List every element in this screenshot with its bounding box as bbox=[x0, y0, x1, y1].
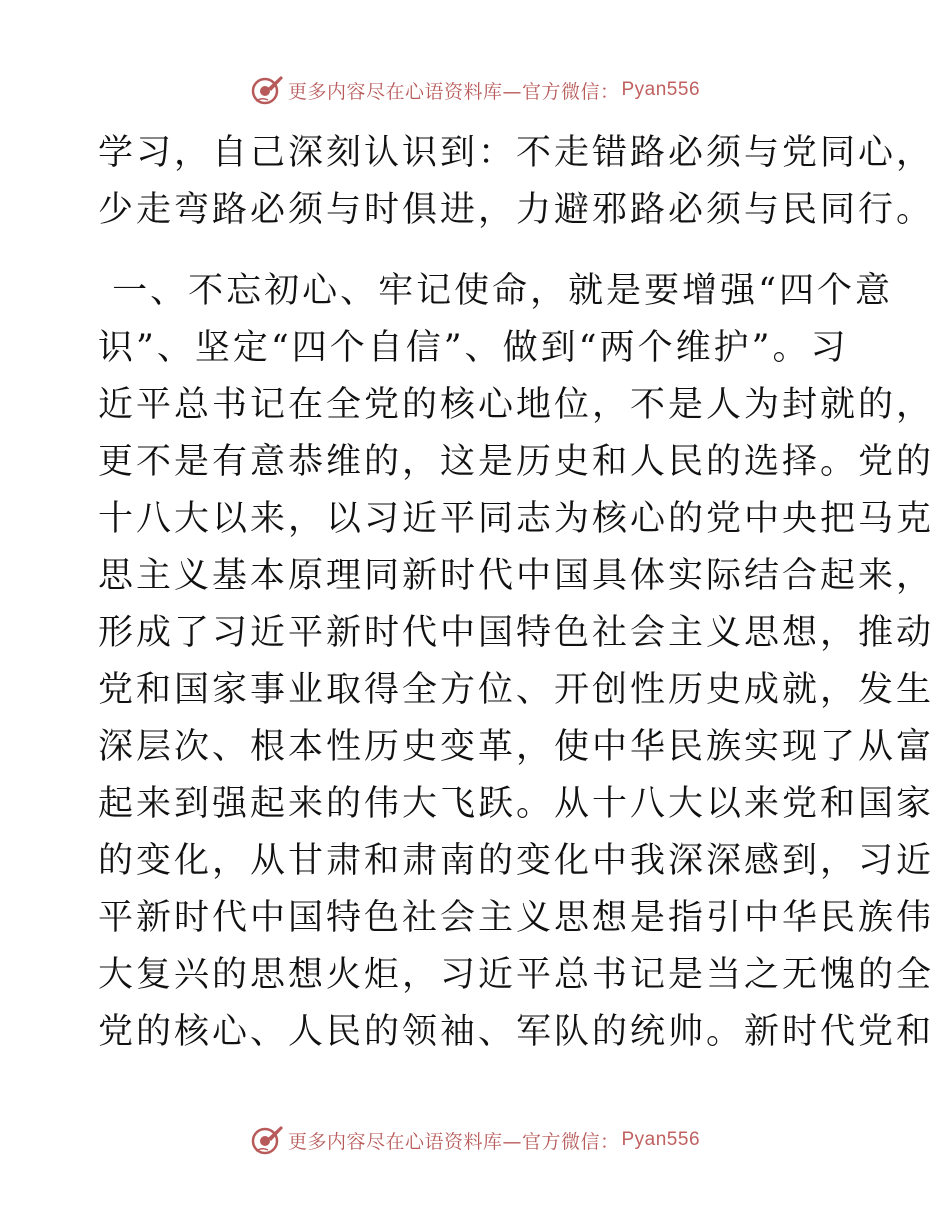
footer-wechat-id: Pyan556 bbox=[621, 1129, 701, 1150]
text-line: 大复兴的思想火炬，习近平总书记是当之无愧的全 bbox=[98, 955, 935, 995]
text-line: 近平总书记在全党的核心地位，不是人为封就的， bbox=[98, 385, 935, 425]
footer-watermark bbox=[0, 1120, 950, 1160]
text-line: 的变化，从甘肃和肃南的变化中我深深感到，习近 bbox=[98, 841, 935, 881]
text-line: 十八大以来，以习近平同志为核心的党中央把马克 bbox=[98, 499, 935, 539]
text-line: 更不是有意恭维的，这是历史和人民的选择。党的 bbox=[98, 442, 935, 482]
text-line: 党和国家事业取得全方位、开创性历史成就，发生 bbox=[98, 670, 935, 710]
text-line: 形成了习近平新时代中国特色社会主义思想，推动 bbox=[98, 613, 935, 653]
header-watermark bbox=[0, 70, 950, 110]
text-line: 深层次、根本性历史变革，使中华民族实现了从富 bbox=[98, 727, 935, 767]
text-line: 一、不忘初心、牢记使命，就是要增强“四个意 bbox=[98, 271, 894, 311]
text-line: 思主义基本原理同新时代中国具体实际结合起来， bbox=[98, 556, 935, 596]
paragraph-2 bbox=[98, 263, 935, 1061]
header-site-text: 更多内容尽在心语资料库—官方微信： bbox=[287, 80, 620, 103]
text-line: 识”、坚定“四个自信”、做到“两个维护”。习 bbox=[98, 328, 849, 368]
text-line: 平新时代中国特色社会主义思想是指引中华民族伟 bbox=[98, 898, 935, 938]
text-line: 少走弯路必须与时俱进，力避邪路必须与民同行。 bbox=[98, 190, 935, 230]
paragraph-gap bbox=[98, 239, 858, 263]
paragraph-1 bbox=[98, 125, 935, 239]
pen-logo-icon bbox=[250, 73, 284, 107]
header-wechat-id: Pyan556 bbox=[621, 79, 701, 100]
text-line: 学习，自己深刻认识到：不走错路必须与党同心， bbox=[98, 133, 935, 173]
pen-logo-icon bbox=[250, 1123, 284, 1157]
footer-site-text: 更多内容尽在心语资料库—官方微信： bbox=[287, 1130, 620, 1153]
text-line: 党的核心、人民的领袖、军队的统帅。新时代党和 bbox=[98, 1012, 935, 1052]
text-line: 起来到强起来的伟大飞跃。从十八大以来党和国家 bbox=[98, 784, 935, 824]
body-text bbox=[98, 125, 935, 1061]
